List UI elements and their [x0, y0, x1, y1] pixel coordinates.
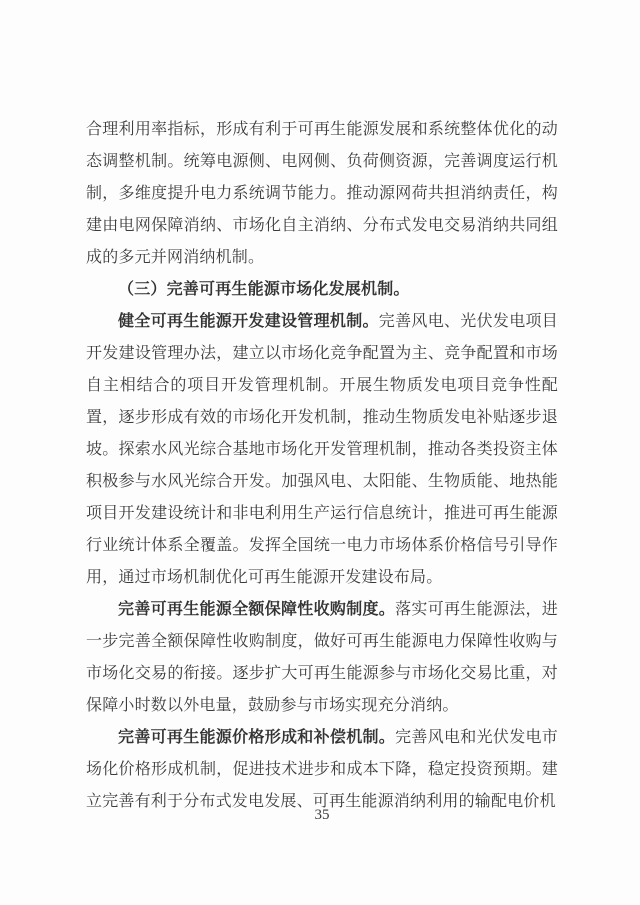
paragraph-price-formation-compensation	[86, 722, 558, 818]
document-text-block	[86, 114, 558, 818]
paragraph-text: 完善风电、光伏发电项目开发建设管理办法，建立以市场化竞争配置为主、竞争配置和市场自主相结合的项目开发管理机制。开展生物质发电项目竞争性配置，逐步形成有效的市场化开发机制，推动生物质发电补贴逐步退坡。探索水风光综合基地市场化开发管理机制，推动各类投资主体积极参与水风光综合开发。加强风电、太阳能、生物质能、地热能项目开发建设统计和非电利用生产运行信息统计，推进可再生能源行业统计体系全覆盖。发挥全国统一电力市场体系价格信号引导作用，通过市场机制优化可再生能源开发建设布局。	[86, 313, 558, 586]
page-number: 35	[314, 807, 330, 823]
section-heading-market-development	[86, 274, 558, 306]
paragraph-lead-bold: 健全可再生能源开发建设管理机制。	[118, 313, 379, 330]
heading-text: （三）完善可再生能源市场化发展机制。	[118, 281, 410, 298]
paragraph-text: 落实可再生能源法，进一步完善全额保障性收购制度，做好可再生能源电力保障性收购与市场化交易的衔接。逐步扩大可再生能源参与市场化交易比重，对保障小时数以外电量，鼓励参与市场实现充分消纳。	[86, 601, 558, 714]
paragraph-lead-bold: 完善可再生能源全额保障性收购制度。	[118, 601, 396, 618]
paragraph-guaranteed-purchase-system	[86, 594, 558, 722]
paragraph-lead-bold: 完善可再生能源价格形成和补偿机制。	[118, 729, 396, 746]
paragraph-development-construction-management	[86, 306, 558, 594]
paragraph-text: 完善风电和光伏发电市场化价格形成机制，促进技术进步和成本下降，稳定投资预期。建立完善有利于分布式发电发展、可再生能源消纳利用的输配电价机	[86, 729, 558, 810]
paragraph-consumption-mechanism-continuation	[86, 114, 558, 274]
paragraph-text: 合理利用率指标，形成有利于可再生能源发展和系统整体优化的动态调整机制。统筹电源侧、电网侧、负荷侧资源，完善调度运行机制，多维度提升电力系统调节能力。推动源网荷共担消纳责任，构建由电网保障消纳、市场化自主消纳、分布式发电交易消纳共同组成的多元并网消纳机制。	[86, 121, 558, 266]
